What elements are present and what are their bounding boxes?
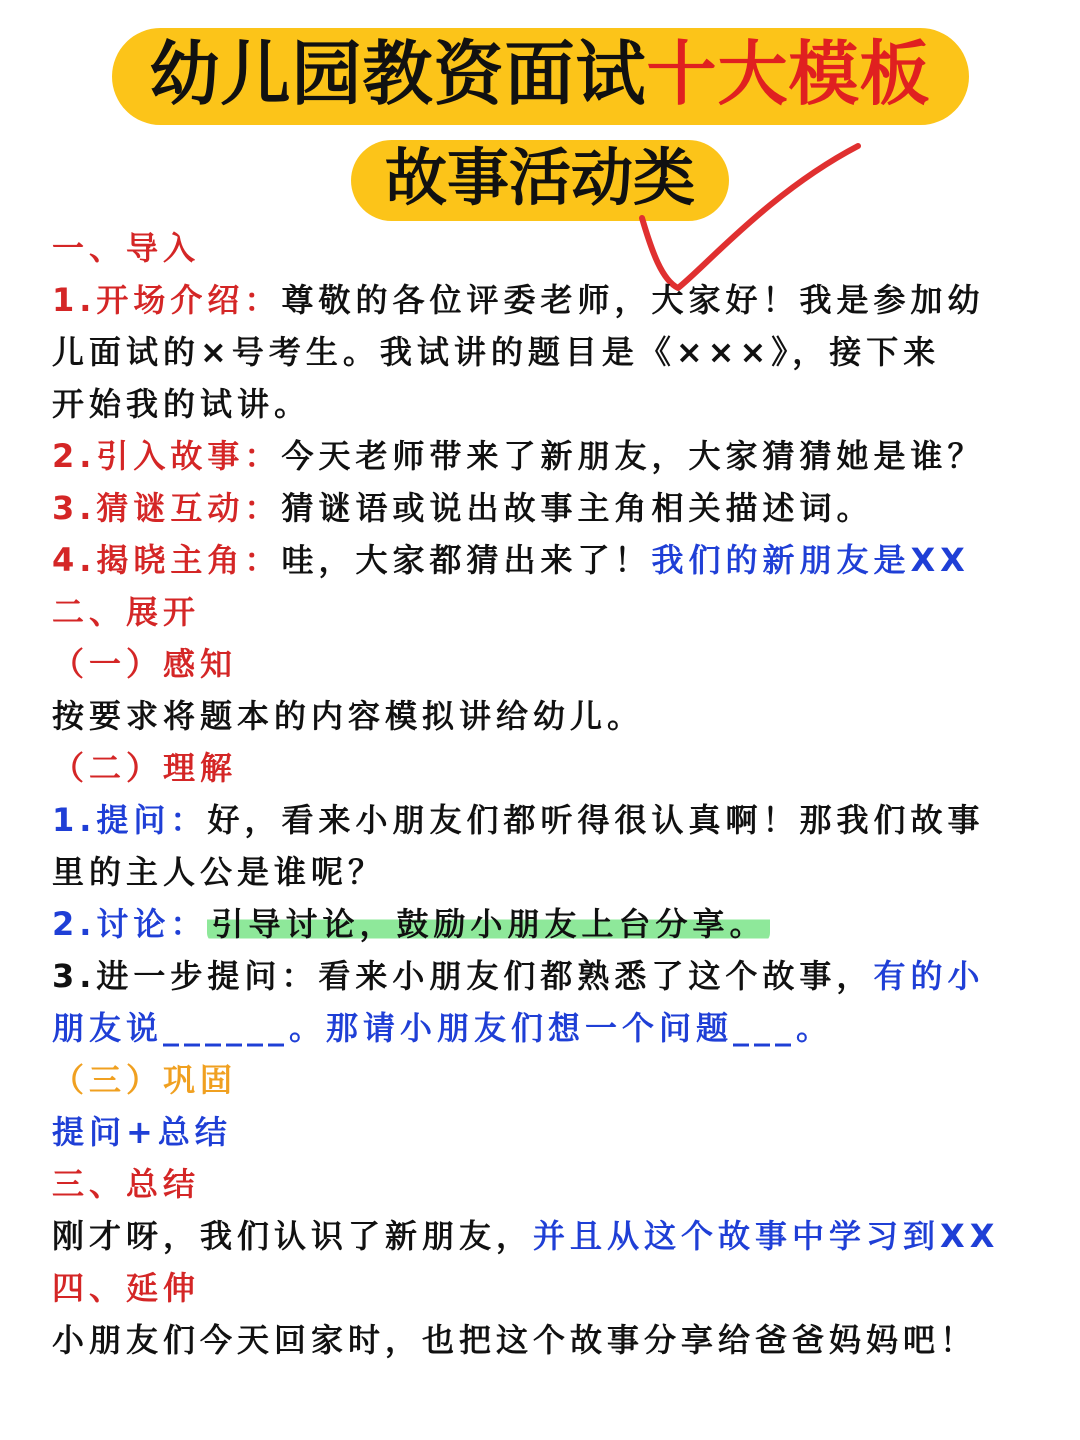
content — [52, 222, 1047, 1366]
section-heading-extend: 四、延伸 — [52, 1269, 201, 1307]
understand-line-3 — [52, 898, 1047, 950]
intro-line-5 — [52, 482, 1047, 534]
subsection-heading-understand: （二）理解 — [52, 749, 238, 787]
title-prefix: 幼儿园教资面试 — [149, 33, 647, 115]
section-heading-intro: 一、导入 — [52, 229, 201, 267]
intro-line-2: 儿面试的×号考生。我试讲的题目是《×××》，接下来 — [52, 333, 941, 371]
summary-text-blue: 并且从这个故事中学习到XX — [533, 1217, 1000, 1255]
understand-label-2: 2.讨论： — [52, 905, 208, 943]
section-heading-summary: 三、总结 — [52, 1165, 201, 1203]
understand-label-1: 1.提问： — [52, 801, 208, 839]
page-subtitle: 故事活动类 — [384, 141, 695, 214]
intro-line-3: 开始我的试讲。 — [52, 385, 312, 423]
subsection-heading-perceive: （一）感知 — [52, 645, 238, 683]
title-highlight — [112, 28, 969, 125]
intro-text-2: 今天老师带来了新朋友，大家猜猜她是谁？ — [281, 437, 985, 475]
intro-label-1: 1.开场介绍： — [52, 281, 282, 319]
understand-line-5: 朋友说______。那请小朋友们想一个问题___。 — [52, 1009, 834, 1047]
extend-text: 小朋友们今天回家时，也把这个故事分享给爸爸妈妈吧！ — [52, 1321, 978, 1359]
intro-text-4: 哇，大家都猜出来了！ — [281, 541, 652, 579]
page-title — [150, 33, 931, 115]
summary-text: 刚才呀，我们认识了新朋友， — [52, 1217, 534, 1255]
intro-label-4: 4.揭晓主角： — [52, 541, 282, 579]
understand-text-2-highlighted: 引导讨论，鼓励小朋友上台分享。 — [207, 905, 770, 943]
understand-line-1 — [52, 794, 1047, 846]
intro-label-2: 2.引入故事： — [52, 437, 282, 475]
intro-label-3: 3.猜谜互动： — [52, 489, 282, 527]
summary-line — [52, 1210, 1047, 1262]
intro-line-1 — [52, 274, 1047, 326]
understand-line-4 — [52, 950, 1047, 1002]
intro-text-4-blue: 我们的新朋友是XX — [651, 541, 970, 579]
intro-line-4 — [52, 430, 1047, 482]
subtitle-block — [0, 140, 1080, 221]
understand-text-1: 好，看来小朋友们都听得很认真啊！那我们故事 — [207, 801, 985, 839]
understand-text-3-blue: 有的小 — [873, 957, 985, 995]
title-highlight-text: 十大模板 — [646, 33, 931, 115]
title-block — [0, 28, 1080, 125]
consolidate-text: 提问+总结 — [52, 1113, 232, 1151]
understand-text-3: 3.进一步提问：看来小朋友们都熟悉了这个故事， — [52, 957, 874, 995]
subsection-heading-consolidate: （三）巩固 — [52, 1061, 238, 1099]
intro-text-3: 猜谜语或说出故事主角相关描述词。 — [281, 489, 874, 527]
perceive-text: 按要求将题本的内容模拟讲给幼儿。 — [52, 697, 645, 735]
section-heading-develop: 二、展开 — [52, 593, 201, 631]
intro-text-1: 尊敬的各位评委老师，大家好！我是参加幼 — [281, 281, 985, 319]
understand-line-2: 里的主人公是谁呢？ — [52, 853, 386, 891]
intro-line-6 — [52, 534, 1047, 586]
